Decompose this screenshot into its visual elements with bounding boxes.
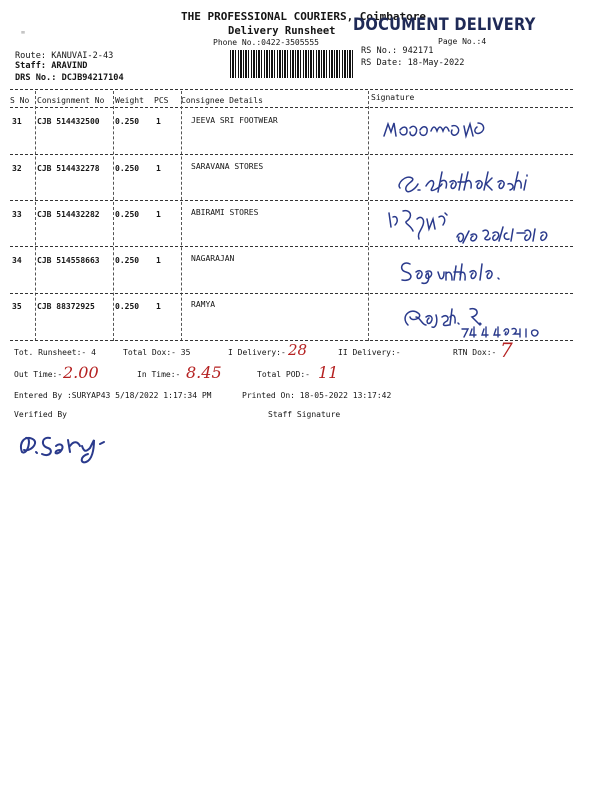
document-title: Delivery Runsheet — [228, 25, 336, 37]
row-sno: 34 — [12, 256, 22, 265]
row-pcs: 1 — [156, 117, 161, 126]
col-divider — [113, 91, 114, 341]
total-dox: Total Dox:- 35 — [123, 348, 191, 357]
corner-mark: " — [20, 30, 27, 41]
total-pod-value: 11 — [318, 363, 339, 382]
phone-number: Phone No.:0422-3505555 — [213, 38, 319, 47]
row-signature — [382, 118, 502, 144]
header-bottom-rule — [10, 107, 573, 108]
tot-runsheet: Tot. Runsheet:- 4 — [14, 348, 96, 357]
row-pcs: 1 — [156, 256, 161, 265]
staff-name: Staff: ARAVIND — [15, 61, 88, 71]
row-sno: 32 — [12, 164, 22, 173]
rtn-dox-value: 7 — [500, 338, 513, 362]
page-number: Page No.:4 — [438, 37, 487, 46]
row-consignee: SARAVANA STORES — [191, 162, 264, 171]
row-sno: 31 — [12, 117, 22, 126]
row-weight: 0.250 — [115, 117, 140, 126]
col-divider — [181, 91, 182, 341]
barcode — [230, 50, 355, 78]
row-consignee: JEEVA SRI FOOTWEAR — [191, 116, 278, 125]
document-delivery-stamp: DOCUMENT DELIVERY — [353, 15, 536, 35]
row-weight: 0.250 — [115, 210, 140, 219]
rs-date: RS Date: 18-May-2022 — [361, 58, 465, 68]
in-time-value: 8.45 — [186, 363, 222, 382]
row-divider — [10, 246, 573, 247]
entered-by: Entered By :SURYAP43 5/18/2022 1:17:34 PM — [14, 391, 212, 400]
col-weight: Weight — [115, 96, 144, 105]
row-signature — [400, 303, 550, 339]
row-sno: 35 — [12, 302, 22, 311]
row-consignment: CJB 514432278 — [37, 164, 100, 173]
drs-number: DRS No.: DCJB94217104 — [15, 73, 124, 83]
verified-by-label: Verified By — [14, 410, 67, 419]
row-pcs: 1 — [156, 164, 161, 173]
col-pcs: PCS — [154, 96, 169, 105]
col-signature: Signature — [371, 93, 415, 102]
printed-on: Printed On: 18-05-2022 13:17:42 — [242, 391, 392, 400]
company-name: THE PROFESSIONAL COURIERS, Coimbatore — [181, 10, 427, 23]
ii-delivery: II Delivery:- — [338, 348, 401, 357]
col-sno: S No — [10, 96, 30, 105]
row-consignment: CJB 514432500 — [37, 117, 100, 126]
row-consignment: CJB 88372925 — [37, 302, 95, 311]
verifier-signature — [16, 426, 126, 468]
row-weight: 0.250 — [115, 256, 140, 265]
col-consignment: Consignment No — [37, 96, 105, 105]
rs-number: RS No.: 942171 — [361, 46, 434, 56]
out-time-value: 2.00 — [63, 363, 99, 382]
row-consignee: ABIRAMI STORES — [191, 208, 259, 217]
col-consignee: Consignee Details — [181, 96, 263, 105]
row-consignment: CJB 514432282 — [37, 210, 100, 219]
total-pod-label: Total POD:- — [257, 370, 310, 379]
row-sno: 33 — [12, 210, 22, 219]
row-consignee: RAMYA — [191, 300, 216, 309]
col-divider — [35, 91, 36, 341]
row-signature — [385, 205, 585, 250]
i-delivery-value: 28 — [288, 341, 308, 359]
header-top-rule — [10, 89, 573, 90]
row-signature — [396, 168, 581, 196]
row-weight: 0.250 — [115, 302, 140, 311]
row-weight: 0.250 — [115, 164, 140, 173]
row-consignment: CJB 514558663 — [37, 256, 100, 265]
out-time-label: Out Time:- — [14, 370, 63, 379]
row-pcs: 1 — [156, 302, 161, 311]
row-divider — [10, 293, 573, 294]
i-delivery-label: I Delivery:- — [228, 348, 286, 357]
row-signature — [398, 258, 538, 284]
staff-signature-label: Staff Signature — [268, 410, 341, 419]
row-divider — [10, 154, 573, 155]
rtn-dox-label: RTN Dox:- — [453, 348, 497, 357]
in-time-label: In Time:- — [137, 370, 181, 379]
col-divider — [368, 91, 369, 341]
row-pcs: 1 — [156, 210, 161, 219]
route: Route: KANUVAI-2-43 — [15, 51, 114, 61]
row-divider — [10, 200, 573, 201]
row-consignee: NAGARAJAN — [191, 254, 235, 263]
